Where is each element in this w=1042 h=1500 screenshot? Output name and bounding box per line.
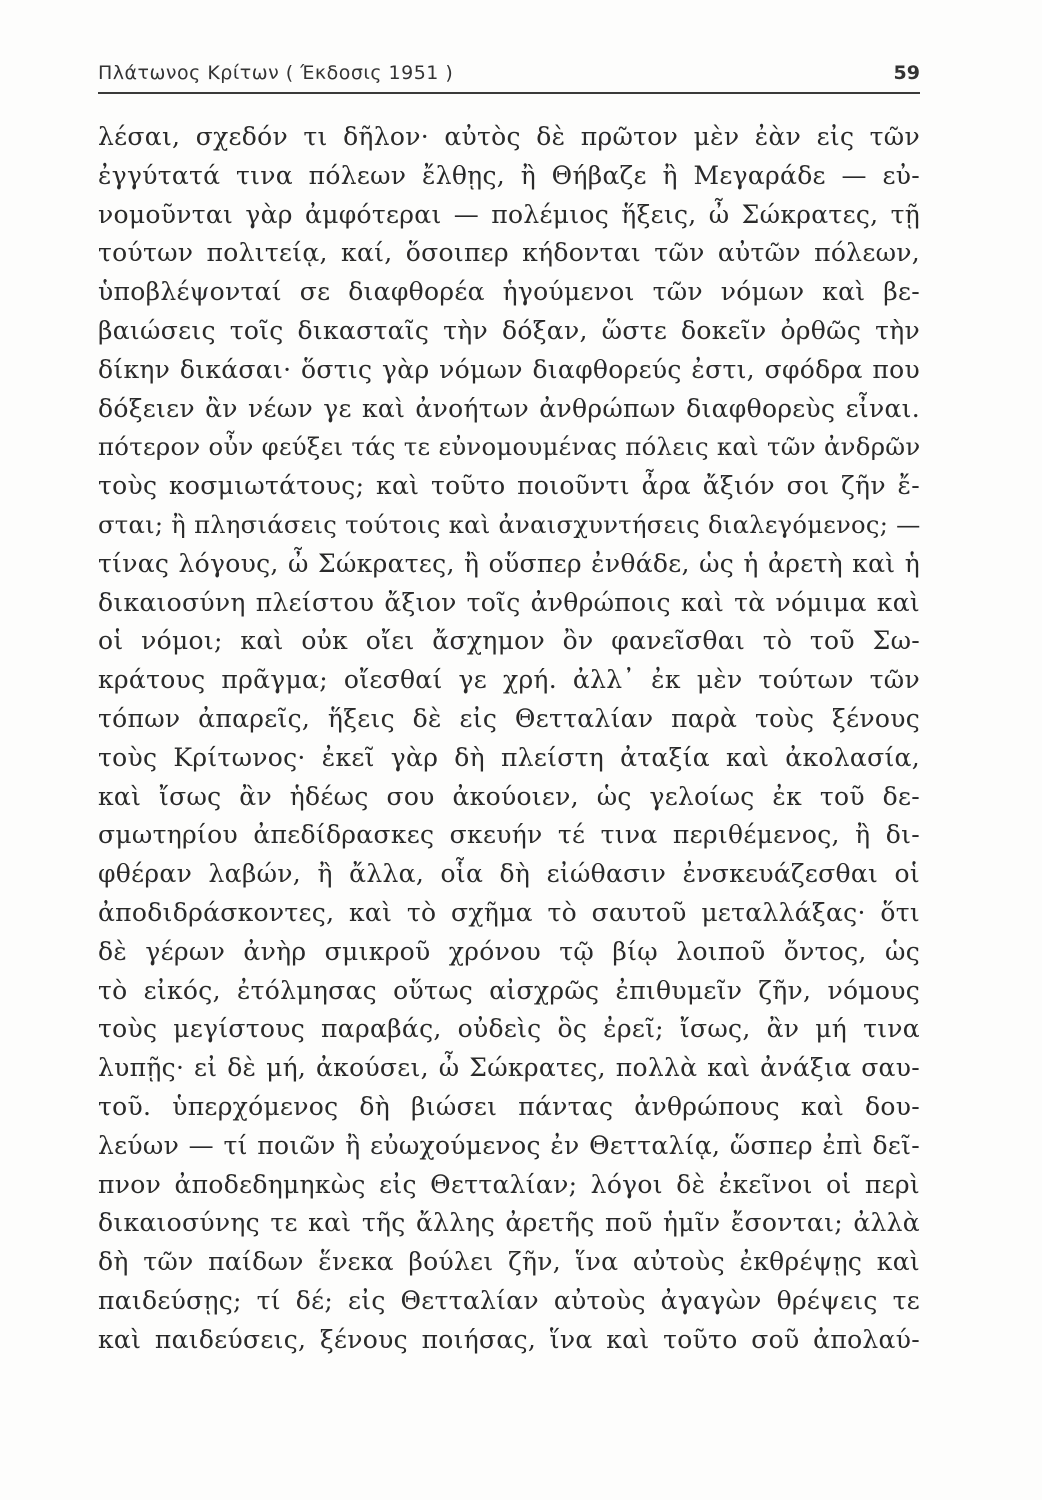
text-line: δίκην δικάσαι· ὅστις γὰρ νόμων διαφθορεύς ἐστι, σφόδρα που [98,354,920,384]
text-line: παιδεύσῃς; τί δέ; εἰς Θετταλίαν αὐτοὺς ἀγαγὼν θρέψεις τε [98,1285,920,1315]
text-line: πότερον οὖν φεύξει τάς τε εὐνομουμένας πόλεις καὶ τῶν ἀνδρῶν [98,432,921,462]
text-line: καὶ ἴσως ἂν ἡδέως σου ἀκούοιεν, ὡς γελοίως ἐκ τοῦ δε- [98,781,920,811]
text-line: τόπων ἀπαρεῖς, ἥξεις δὲ εἰς Θετταλίαν παρὰ τοὺς ξένους [98,703,920,733]
text-line: βαιώσεις τοῖς δικασταῖς τὴν δόξαν, ὥστε δοκεῖν ὀρθῶς τὴν [98,315,920,345]
text-line: πνον ἀποδεδημηκὼς εἰς Θετταλίαν; λόγοι δὲ ἐκεῖνοι οἱ περὶ [98,1169,920,1199]
running-header-title: Πλάτωνος Κρίτων ( Έκδοσις 1951 ) [98,62,454,84]
text-line: τίνας λόγους, ὦ Σώκρατες, ἢ οὕσπερ ἐνθάδε, ὡς ἡ ἀρετὴ καὶ ἡ [98,548,920,578]
text-line: δικαιοσύνη πλείστου ἄξιον τοῖς ἀνθρώποις καὶ τὰ νόμιμα καὶ [98,587,920,617]
page-number: 59 [893,62,920,84]
text-line: δὴ τῶν παίδων ἕνεκα βούλει ζῆν, ἵνα αὐτοὺς ἐκθρέψῃς καὶ [98,1247,920,1277]
text-line: δόξειεν ἂν νέων γε καὶ ἀνοήτων ἀνθρώπων διαφθορεὺς εἶναι. [98,393,920,423]
body-text [98,118,920,1360]
text-line: σμωτηρίου ἀπεδίδρασκες σκευήν τέ τινα περιθέμενος, ἢ δι- [98,820,920,850]
text-line: λέσαι, σχεδόν τι δῆλον· αὐτὸς δὲ πρῶτον μὲν ἐὰν εἰς τῶν [98,122,920,151]
text-line: φθέραν λαβών, ἢ ἄλλα, οἷα δὴ εἰώθασιν ἐνσκευάζεσθαι οἱ [98,859,920,889]
text-line: δὲ γέρων ἀνὴρ σμικροῦ χρόνου τῷ βίῳ λοιποῦ ὄντος, ὡς [98,936,920,966]
text-line: λεύων — τί ποιῶν ἢ εὐωχούμενος ἐν Θετταλίᾳ, ὥσπερ ἐπὶ δεῖ- [98,1130,920,1160]
text-line: σται; ἢ πλησιάσεις τούτοις καὶ ἀναισχυντήσεις διαλεγόμενος; — [98,510,921,539]
text-line: τοὺς κοσμιωτάτους; καὶ τοῦτο ποιοῦντι ἆρα ἄξιόν σοι ζῆν ἔ- [98,471,920,501]
text-line: καὶ παιδεύσεις, ξένους ποιήσας, ἵνα καὶ τοῦτο σοῦ ἀπολαύ- [98,1324,920,1354]
text-line: τούτων πολιτείᾳ, καί, ὅσοιπερ κήδονται τῶν αὐτῶν πόλεων, [98,238,920,268]
text-line: λυπῇς· εἰ δὲ μή, ἀκούσει, ὦ Σώκρατες, πολλὰ καὶ ἀνάξια σαυ- [98,1053,920,1083]
text-line: ὑποβλέψονταί σε διαφθορέα ἡγούμενοι τῶν νόμων καὶ βε- [98,277,920,307]
text-line: νομοῦνται γὰρ ἀμφότεραι — πολέμιος ἥξεις, ὦ Σώκρατες, τῇ [98,199,920,229]
text-line: ἐγγύτατά τινα πόλεων ἔλθῃς, ἢ Θήβαζε ἢ Μεγαράδε — εὐ- [98,160,920,190]
running-header [98,62,920,94]
text-line: κράτους πρᾶγμα; οἴεσθαί γε χρή. ἀλλ᾽ ἐκ μὲν τούτων τῶν [98,665,920,695]
text-line: οἱ νόμοι; καὶ οὐκ οἴει ἄσχημον ὂν φανεῖσθαι τὸ τοῦ Σω- [98,626,920,656]
text-line: τοὺς μεγίστους παραβάς, οὐδεὶς ὃς ἐρεῖ; ἴσως, ἂν μή τινα [98,1014,920,1044]
text-line: τὸ εἰκός, ἐτόλμησας οὕτως αἰσχρῶς ἐπιθυμεῖν ζῆν, νόμους [98,975,920,1005]
text-line: τοὺς Κρίτωνος· ἐκεῖ γὰρ δὴ πλείστη ἀταξία καὶ ἀκολασία, [98,742,920,772]
text-line: ἀποδιδράσκοντες, καὶ τὸ σχῆμα τὸ σαυτοῦ μεταλλάξας· ὅτι [98,897,920,927]
text-line: δικαιοσύνης τε καὶ τῆς ἄλλης ἀρετῆς ποῦ ἡμῖν ἔσονται; ἀλλὰ [98,1208,920,1238]
text-line: τοῦ. ὑπερχόμενος δὴ βιώσει πάντας ἀνθρώπους καὶ δου- [98,1091,920,1121]
